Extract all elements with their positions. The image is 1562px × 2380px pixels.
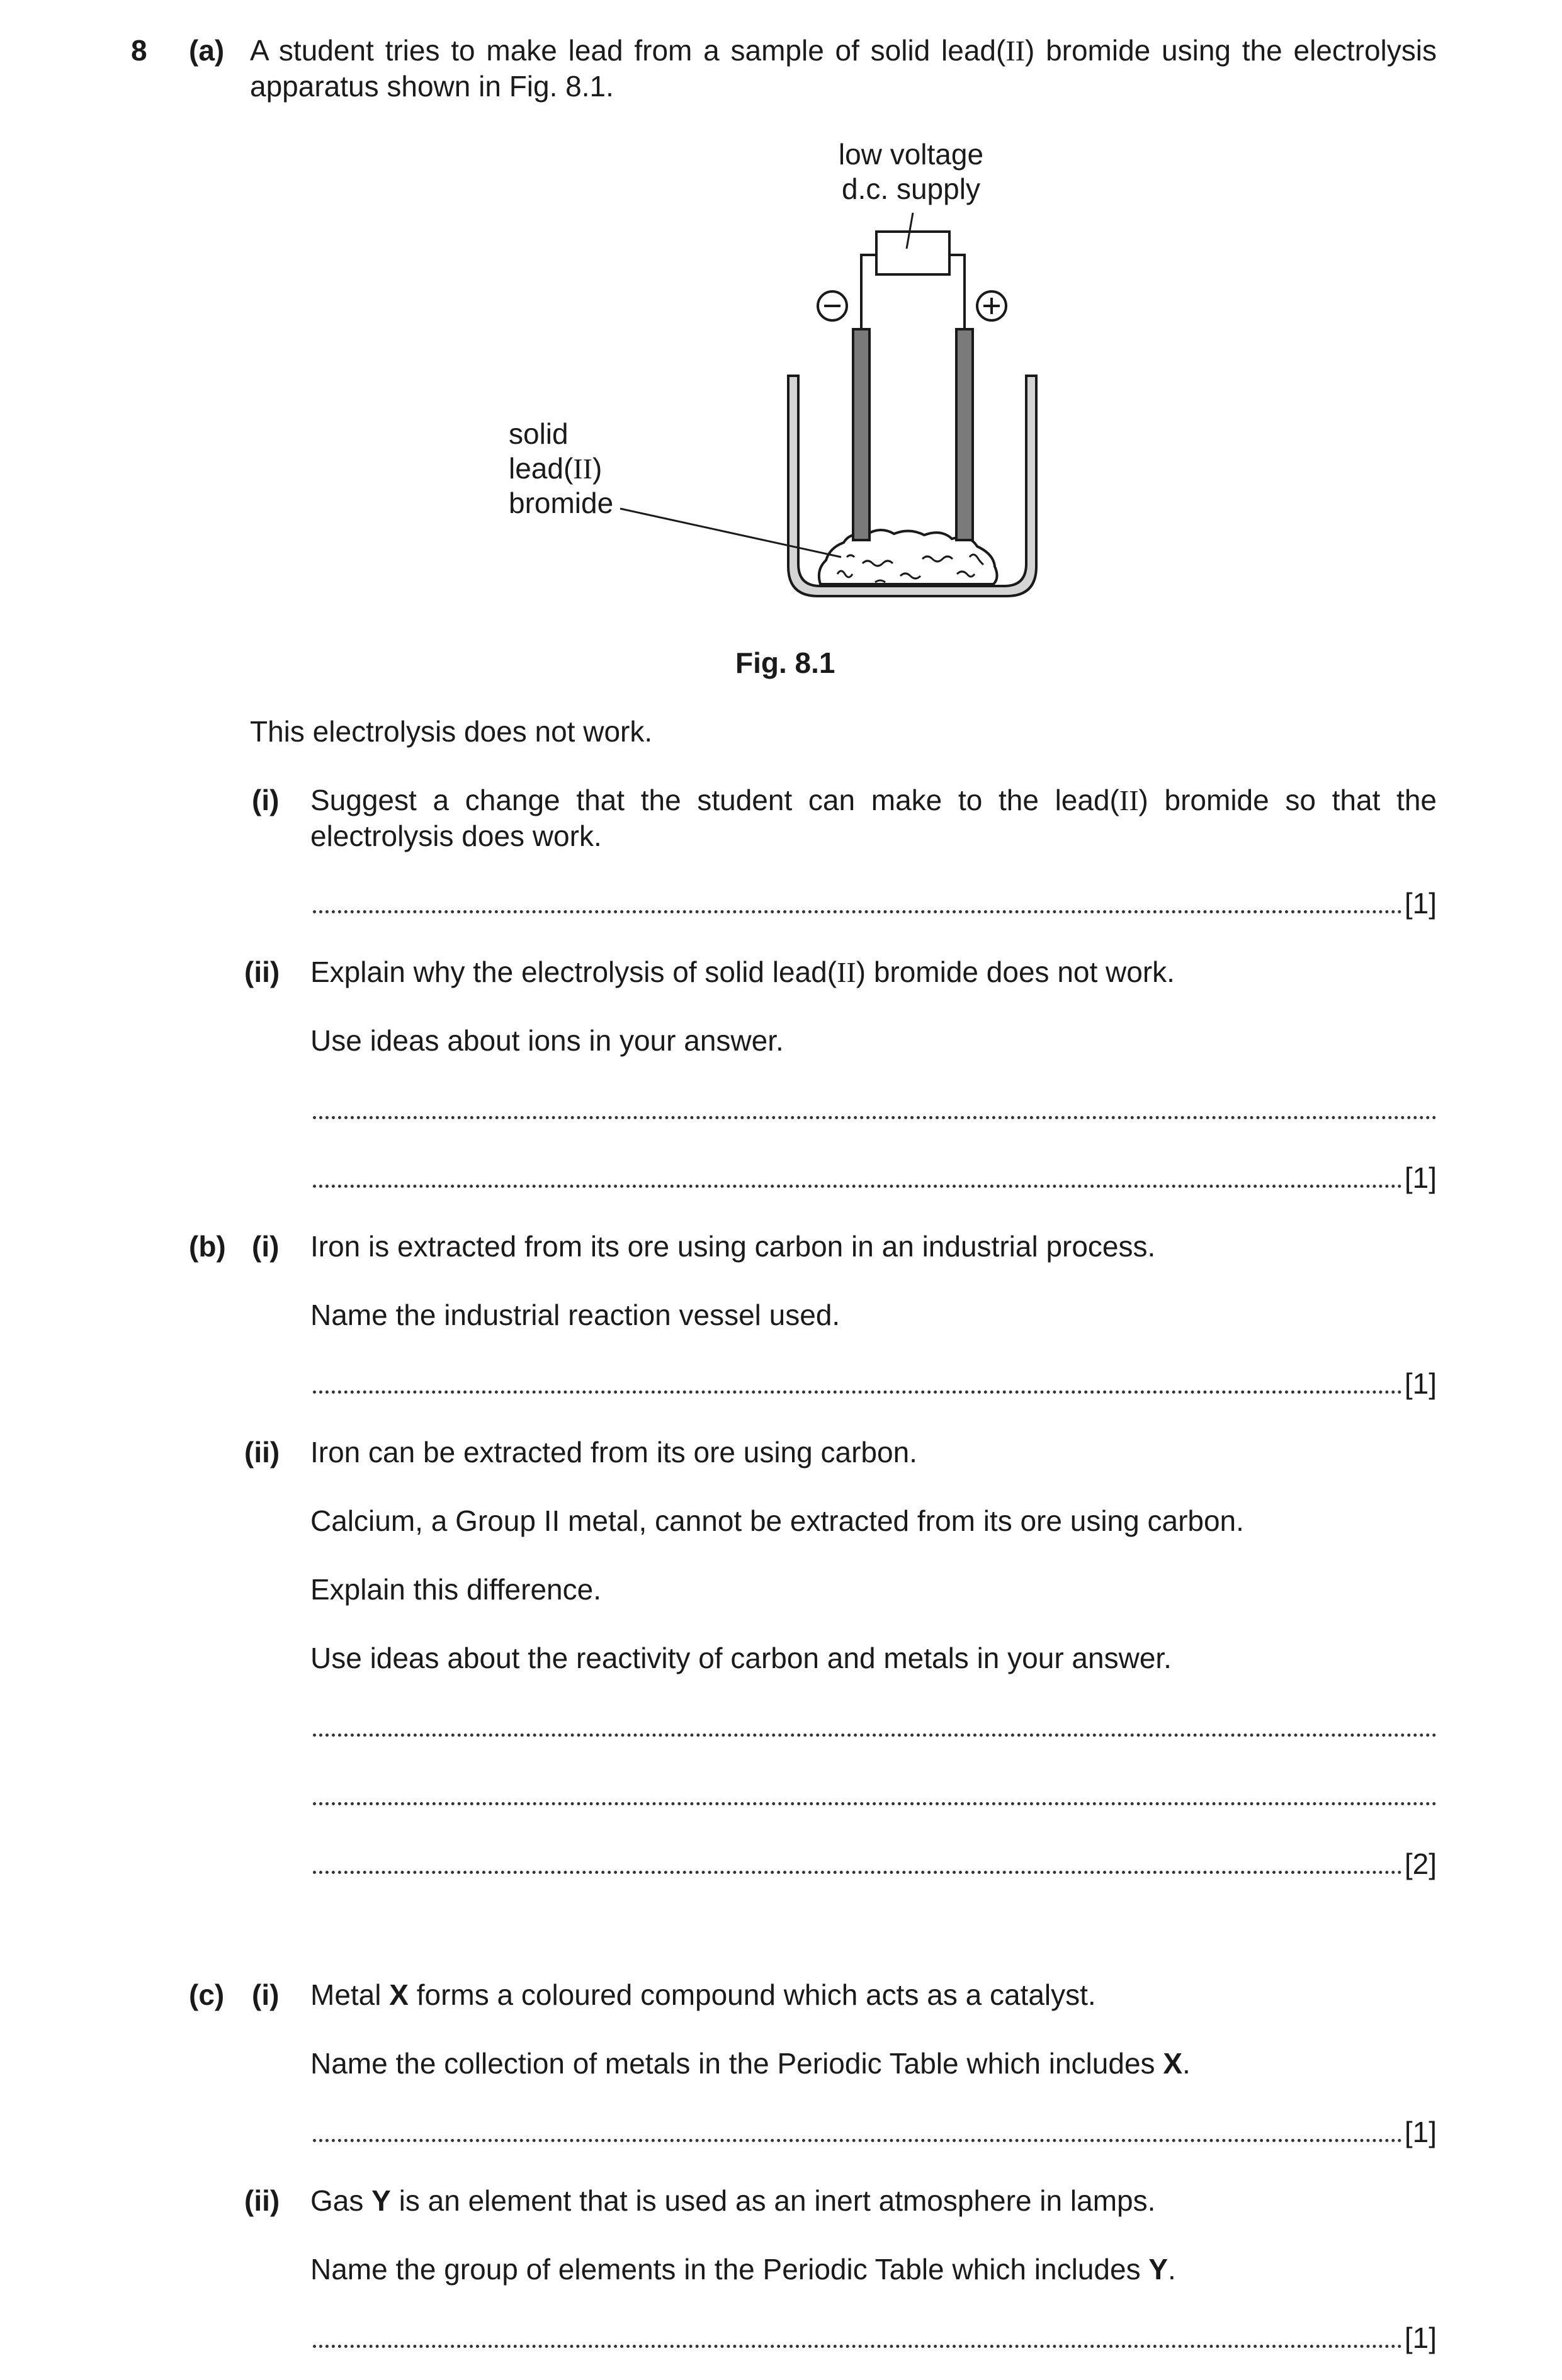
part-b-ii-label: (ii) [244,1436,280,1469]
part-c-ii-text: Gas Y is an element that is used as an inert atmosphere in lamps. [310,2184,1156,2217]
answer-line-b-i[interactable]: [1] [313,1366,1437,1401]
part-a-i-text: Suggest a change that the student can make to the lead(II) bromide so that the electrolysis does work. [310,784,1437,852]
part-b-i-label: (i) [252,1230,280,1263]
answer-line-a-ii-1[interactable] [313,1091,1437,1127]
part-a-ii-label: (ii) [244,956,280,988]
part-b-i-prompt: Name the industrial reaction vessel used. [310,1299,840,1331]
part-c-label: (c) [189,1978,225,2011]
part-c-i-prompt: Name the collection of metals in the Periodic Table which includes X. [310,2047,1191,2080]
solid-label-leader [620,509,841,557]
answer-line-a-i[interactable]: [1] [313,886,1437,921]
answer-line-c-ii[interactable]: [1] [313,2320,1437,2355]
dc-supply-box [876,232,949,274]
part-b-ii-hint: Use ideas about the reactivity of carbon and metals in your answer. [310,1642,1172,1674]
part-c-i-text: Metal X forms a coloured compound which acts as a catalyst. [310,1978,1096,2011]
electrolysis-apparatus-figure [0,0,1562,629]
answer-line-a-ii-2[interactable]: [1] [313,1160,1437,1195]
part-b-ii-text2: Calcium, a Group II metal, cannot be extracted from its ore using carbon. [310,1504,1244,1537]
part-a-ii-hint: Use ideas about ions in your answer. [310,1024,784,1057]
part-b-i-text: Iron is extracted from its ore using carbon in an industrial process. [310,1230,1156,1263]
part-b-ii-text: Iron can be extracted from its ore using carbon. [310,1436,917,1469]
cathode-electrode [853,329,869,540]
answer-line-b-ii-3[interactable]: [2] [313,1846,1437,1881]
answer-line-c-i[interactable]: [1] [313,2114,1437,2150]
answer-line-b-ii-1[interactable] [313,1709,1437,1744]
statement: This electrolysis does not work. [250,715,653,748]
part-a-ii-text: Explain why the electrolysis of solid lead(II) bromide does not work. [310,956,1175,988]
part-a-label: (a) [189,34,225,67]
supply-label: low voltage d.c. supply [838,138,984,205]
solid-lead-bromide-label: solid lead(II) bromide [509,417,614,519]
wire-negative [861,255,876,329]
part-b-label: (b) [189,1230,226,1263]
part-c-ii-label: (ii) [244,2184,280,2217]
answer-line-b-ii-2[interactable] [313,1778,1437,1813]
figure-caption: Fig. 8.1 [735,646,835,679]
part-c-i-label: (i) [252,1978,280,2011]
part-b-ii-prompt: Explain this difference. [310,1573,601,1606]
question-number: 8 [131,34,147,67]
part-c-ii-prompt: Name the group of elements in the Periodic Table which includes Y. [310,2253,1176,2286]
wire-positive [949,255,965,329]
part-a-intro: A student tries to make lead from a sample of solid lead(II) bromide using the electrolysis apparatus shown in Fig. 8.1. [250,34,1437,103]
part-a-i-label: (i) [252,784,280,816]
anode-electrode [956,329,973,540]
